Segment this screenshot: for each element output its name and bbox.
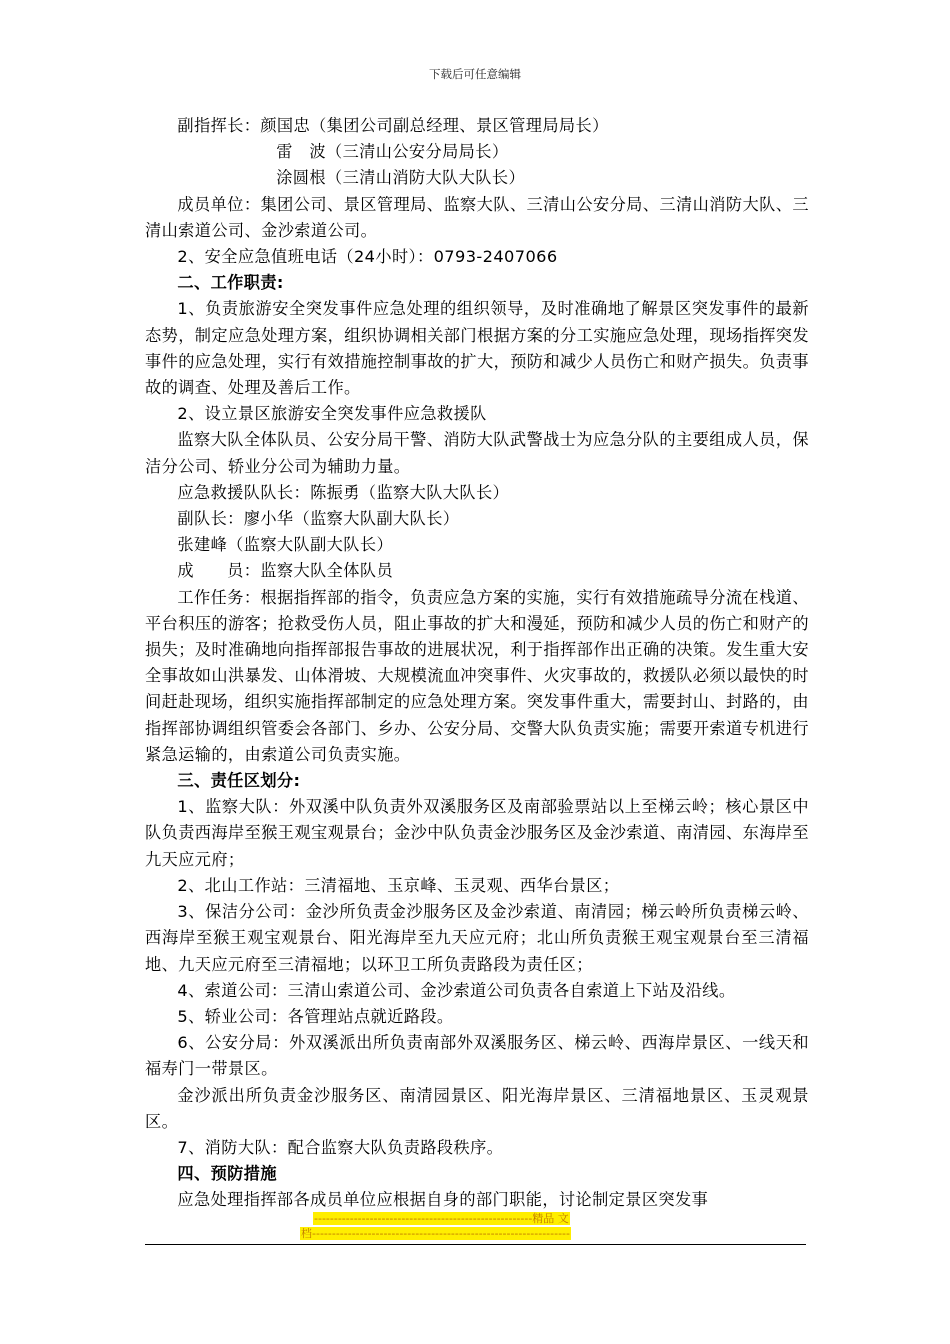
paragraph: 监察大队全体队员、公安分局干警、消防大队武警战士为应急分队的主要组成人员，保洁分公司、轿业分公司为辅助力量。 <box>145 430 809 476</box>
paragraph: 张建峰（监察大队副大队长） <box>177 535 394 555</box>
paragraph: 雷 波（三清山公安分局局长） <box>276 142 509 162</box>
paragraph: 副指挥长：颜国忠（集团公司副总经理、景区管理局局长） <box>177 116 609 135</box>
paragraph: 2、安全应急值班电话（24小时）：0793-2407066 <box>177 247 558 267</box>
paragraph: 2、北山工作站：三清福地、玉京峰、玉灵观、西华台景区； <box>177 875 620 895</box>
paragraph: 6、公安分局：外双溪派出所负责南部外双溪服务区、梯云岭、西海岸景区、一线天和福寿门一带景区。 <box>145 1033 809 1079</box>
paragraph: 金沙派出所负责金沙服务区、南清园景区、阳光海岸景区、三清福地景区、玉灵观景区。 <box>145 1085 809 1131</box>
paragraph: 1、监察大队：外双溪中队负责外双溪服务区及南部验票站以上至梯云岭；核心景区中队负责西海岸至猴王观宝观景台；金沙中队负责金沙服务区及金沙索道、南清园、东海岸至九天应元府； <box>145 797 809 869</box>
paragraph: 涂圆根（三清山消防大队大队长） <box>276 168 526 188</box>
paragraph: 3、保洁分公司：金沙所负责金沙服务区及金沙索道、南清园；梯云岭所负责梯云岭、西海岸至猴王观宝观景台、阳光海岸至九天应元府；北山所负责猴王观宝观景台至三清福地、九天应元府至三清福地；以环卫工所负责路段为责任区； <box>145 902 809 974</box>
footer-line-1: -------------------------------------------------------精品 文 <box>314 1212 569 1225</box>
footer-line-2: 档----------------------------------------------------------------- <box>301 1227 571 1240</box>
paragraph: 2、设立景区旅游安全突发事件应急救援队 <box>177 404 487 424</box>
document-body <box>145 113 809 1214</box>
footer-rule <box>145 1244 806 1245</box>
paragraph: 5、轿业公司：各管理站点就近路段。 <box>177 1006 454 1026</box>
paragraph: 7、消防大队：配合监察大队负责路段秩序。 <box>177 1137 504 1157</box>
paragraph: 应急救援队队长：陈振勇（监察大队大队长） <box>177 482 510 502</box>
paragraph: 成 员：监察大队全体队员 <box>177 561 394 581</box>
paragraph: 副队长：廖小华（监察大队副大队长） <box>177 509 460 529</box>
paragraph: 成员单位：集团公司、景区管理局、监察大队、三清山公安分局、三清山消防大队、三清山索道公司、金沙索道公司。 <box>145 194 809 240</box>
section-heading: 二、工作职责: <box>177 273 284 293</box>
paragraph: 应急处理指挥部各成员单位应根据自身的部门职能，讨论制定景区突发事 <box>177 1190 709 1210</box>
section-heading: 三、责任区划分: <box>177 771 301 791</box>
page-header: 下载后可任意编辑 <box>429 67 521 81</box>
paragraph: 1、负责旅游安全突发事件应急处理的组织领导，及时准确地了解景区突发事件的最新态势，制定应急处理方案，组织协调相关部门根据方案的分工实施应急处理，现场指挥突发事件的应急处理，实行有效措施控制事故的扩大，预防和减少人员伤亡和财产损失。负责事故的调查、处理及善后工作。 <box>145 299 809 398</box>
paragraph: 工作任务：根据指挥部的指令，负责应急方案的实施，实行有效措施疏导分流在栈道、平台积压的游客；抢救受伤人员，阻止事故的扩大和漫延，预防和减少人员的伤亡和财产的损失；及时准确地向指挥部报告事故的进展状况，利于指挥部作出正确的决策。发生重大安全事故如山洪暴发、山体滑坡、大规模流血冲突事件、火灾事故的，救援队必须以最快的时间赶赴现场，组织实施指挥部制定的应急处理方案。突发事件重大，需要封山、封路的，由指挥部协调组织管委会各部门、乡办、公安分局、交警大队负责实施；需要开索道专机进行紧急运输的，由索道公司负责实施。 <box>145 587 809 764</box>
footer-watermark <box>300 1211 571 1241</box>
section-heading: 四、预防措施 <box>177 1164 277 1184</box>
paragraph: 4、索道公司：三清山索道公司、金沙索道公司负责各自索道上下站及沿线。 <box>177 980 736 1000</box>
